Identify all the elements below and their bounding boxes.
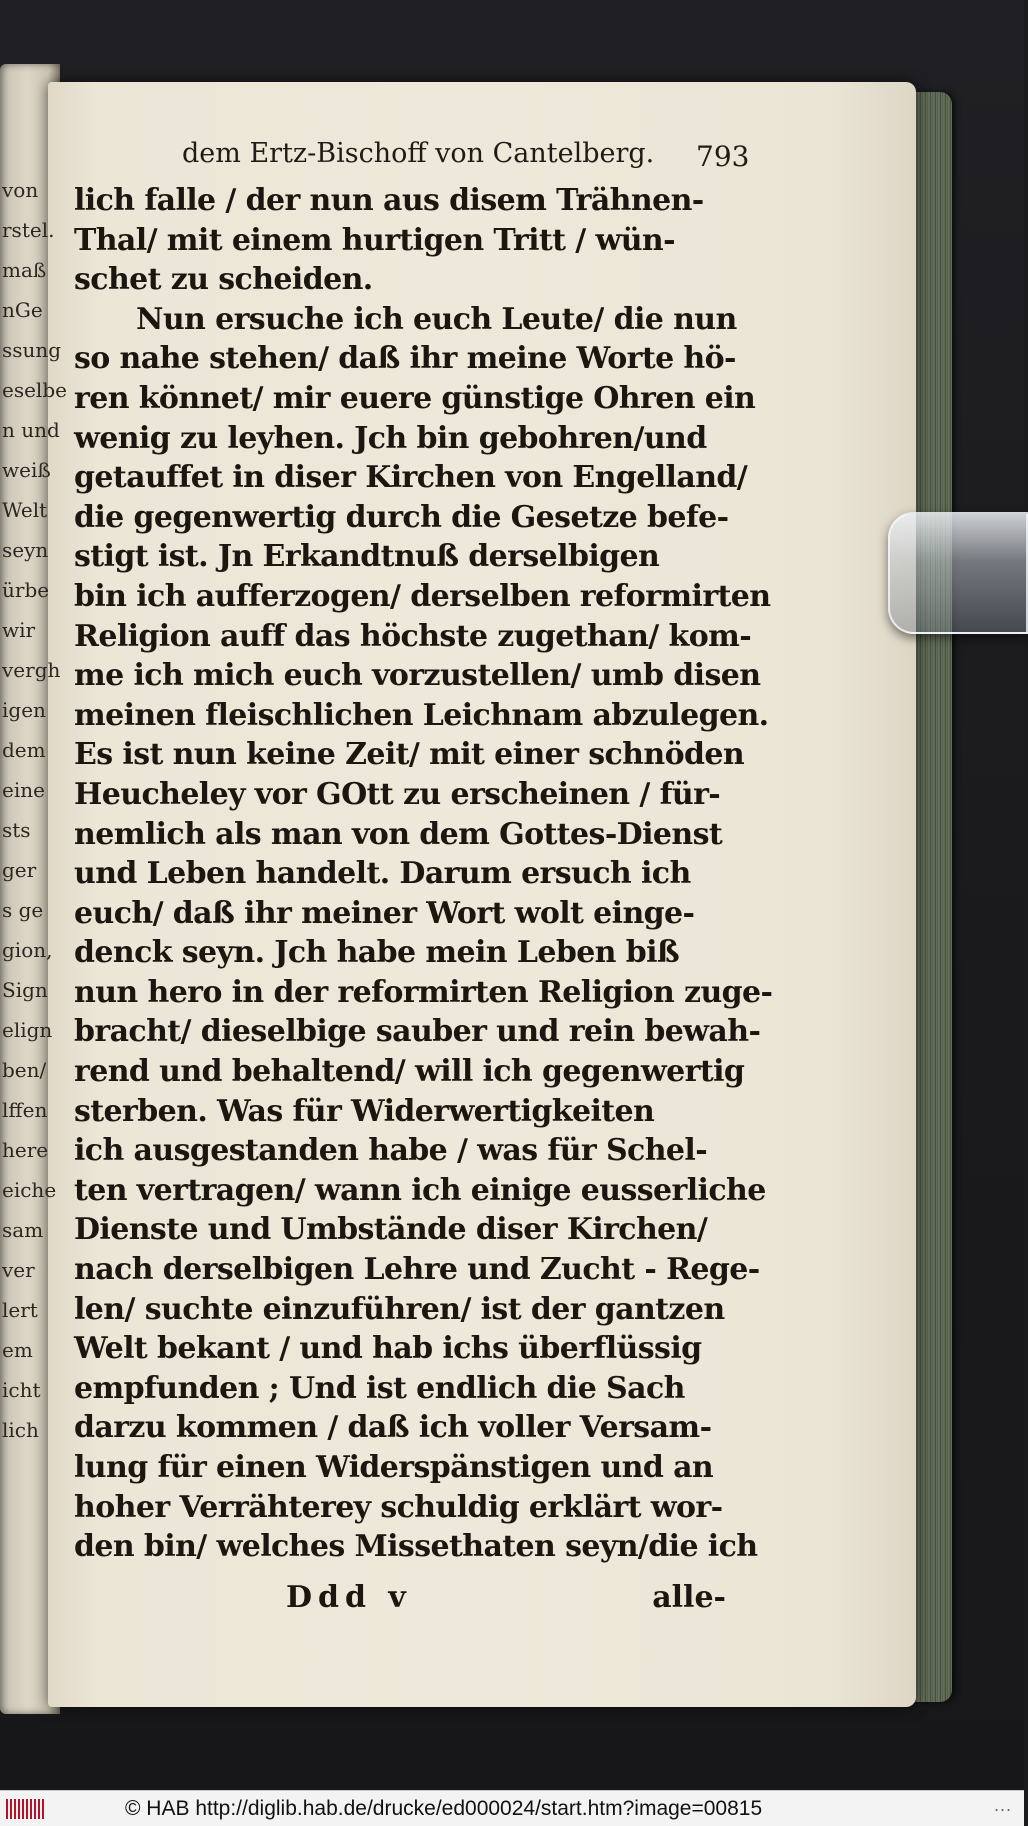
text-line: ich ausgestanden habe / was für Schel- [74,1133,708,1169]
left-page-fragment: icht [2,1378,41,1402]
left-page-fragment: ssung [2,338,62,362]
text-line: empfunden ; Und ist endlich die Sach [74,1370,685,1406]
text-line: hoher Verrähterey schuldig erklärt wor- [74,1489,723,1525]
text-line: die gegenwertig durch die Gesetze befe- [74,499,729,535]
left-page-fragment: ben/ [2,1058,47,1082]
text-line: Es ist nun keine Zeit/ mit einer schnöden [74,737,745,773]
hab-logo-icon [6,1799,44,1819]
left-page-fragment: eiche [2,1178,57,1202]
text-line: bracht/ dieselbige sauber und rein bewah- [74,1014,761,1050]
left-page-fragment: igen [2,698,46,722]
left-page-fragment: em [2,1338,33,1362]
text-line: me ich mich euch vorzustellen/ umb disen [74,658,761,694]
left-page-fragment: nGe [2,298,43,322]
text-line: stigt ist. Jn Erkandtnuß derselbigen [74,539,660,575]
left-page-fragment: rstel. [2,218,55,242]
body-text [74,181,773,1567]
signature-mark: Ddd v [286,1580,412,1615]
text-line: schet zu scheiden. [74,262,373,298]
left-page-fragment: s ge [2,898,44,922]
left-page-fragment: sam [2,1218,44,1242]
text-line: ren könnet/ mir euere günstige Ohren ein [74,380,756,416]
left-page-fragment: here [2,1138,49,1162]
catchword: alle- [652,1580,726,1615]
text-line: Thal/ mit einem hurtigen Tritt / wün- [74,222,675,258]
left-page-fragment: eselbe [2,378,67,402]
page-number: 793 [696,140,750,173]
text-line: Religion auff das höchste zugethan/ kom- [74,618,752,654]
text-line: darzu kommen / daß ich voller Versam- [74,1410,712,1446]
text-line: len/ suchte einzuführen/ ist der gantzen [74,1291,725,1327]
left-page-fragment: wir [2,618,36,642]
glass-page-clip [888,512,1028,634]
left-page-fragment: Welt [2,498,48,522]
left-page-fragment: seyn [2,538,49,562]
text-line: euch/ daß ihr meiner Wort wolt einge- [74,895,695,931]
left-page-fragment: lffen [2,1098,48,1122]
catchline [286,1580,726,1620]
left-page-fragment: lert [2,1298,38,1322]
text-line: nun hero in der reformirten Religion zuge- [74,974,773,1010]
left-page-fragment: weiß [2,458,51,482]
text-line: bin ich aufferzogen/ derselben reformirten [74,578,771,614]
text-line: nach derselbigen Lehre und Zucht - Rege- [74,1252,760,1288]
left-page-fragment: elign [2,1018,53,1042]
running-head: dem Ertz-Bischoff von Cantelberg. [182,138,655,169]
left-page-fragment: eine [2,778,45,802]
text-line: nemlich als man von dem Gottes-Dienst [74,816,723,852]
left-page-fragment: ürbe [2,578,50,602]
footer-bar [0,1790,1024,1826]
more-icon[interactable]: ... [993,1795,1012,1815]
text-line: meinen fleischlichen Leichnam abzulegen. [74,697,769,733]
left-page-fragment: ver [2,1258,35,1282]
left-page-fragment: n und [2,418,60,442]
left-page-fragment: ger [2,858,37,882]
left-page-fragment: von [2,178,39,202]
copyright-link[interactable]: © HAB http://diglib.hab.de/drucke/ed000024/start.htm?image=00815 [125,1797,763,1820]
page-edge-stack [912,92,952,1702]
left-page-fragment: maß [2,258,47,282]
left-page-fragment: sts [2,818,31,842]
left-page-fragment: Sign [2,978,48,1002]
text-line: wenig zu leyhen. Jch bin gebohren/und [74,420,707,456]
text-line: getauffet in diser Kirchen von Engelland/ [74,460,748,496]
text-line: und Leben handelt. Darum ersuch ich [74,856,691,892]
text-line: den bin/ welches Missethaten seyn/die ich [74,1529,758,1565]
text-line: rend und behaltend/ will ich gegenwertig [74,1054,745,1090]
text-line: Heucheley vor GOtt zu erscheinen / für- [74,776,721,812]
text-line: ten vertragen/ wann ich einige eusserliche [74,1172,766,1208]
left-page-fragment: vergh [2,658,61,682]
text-line: lich falle / der nun aus disem Trähnen- [74,183,704,218]
text-line: Nun ersuche ich euch Leute/ die nun [136,301,737,337]
left-page-fragment: dem [2,738,46,762]
text-line: Dienste und Umbstände diser Kirchen/ [74,1212,708,1248]
text-line: Welt bekant / und hab ichs überflüssig [74,1331,702,1367]
text-line: lung für einen Widerspänstigen und an [74,1450,714,1485]
text-line: so nahe stehen/ daß ihr meine Worte hö- [74,341,736,377]
text-line: denck seyn. Jch habe mein Leben biß [74,935,680,971]
left-page-fragment: lich [2,1418,39,1442]
text-line: sterben. Was für Widerwertigkeiten [74,1093,655,1129]
left-page-fragment: gion, [2,938,53,962]
